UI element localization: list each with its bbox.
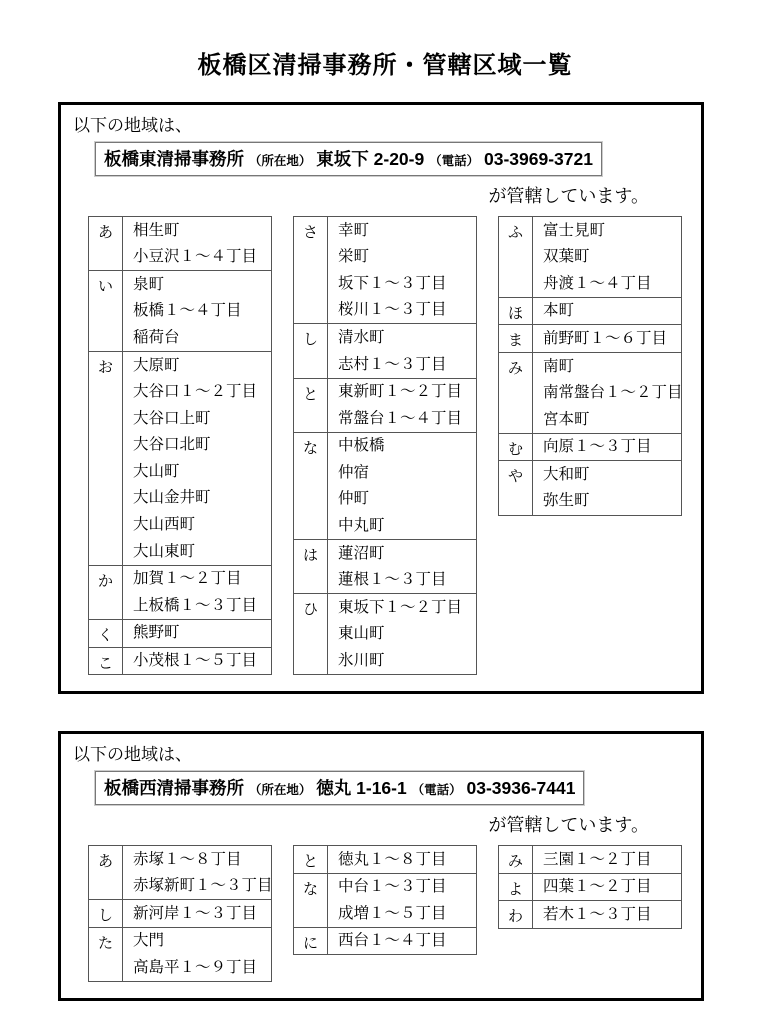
- town-name-cell: 西台１～４丁目: [328, 927, 477, 955]
- office-info-box: [95, 771, 584, 805]
- town-name-cell: 大山金井町: [133, 489, 211, 507]
- table-row: [89, 927, 272, 954]
- town-name-cell: 四葉１～２丁目: [533, 873, 682, 901]
- kana-district-table: [88, 216, 272, 675]
- town-name-cell: 宮本町: [543, 410, 590, 428]
- kana-index-cell: ま: [499, 325, 533, 353]
- town-name-cell: 坂下１～３丁目: [338, 274, 447, 292]
- town-name-cell: 中板橋: [328, 432, 477, 459]
- table-row: [499, 461, 682, 488]
- table-row: [294, 846, 477, 874]
- table-row: [499, 325, 682, 353]
- town-name-cell: 中台１～３丁目: [328, 873, 477, 900]
- town-name-cell: 中丸町: [338, 517, 385, 535]
- office-address: 東坂下 2-20-9: [316, 149, 425, 169]
- town-name-cell: 蓮根１～３丁目: [338, 571, 447, 589]
- town-name-cell: 南常盤台１～２丁目: [543, 384, 683, 402]
- office-info-box: [95, 142, 602, 176]
- kana-index-cell: ひ: [294, 594, 328, 675]
- kana-index-cell: な: [294, 432, 328, 539]
- district-tables: [88, 216, 689, 675]
- table-row: [89, 900, 272, 928]
- town-name-cell: 成増１～５丁目: [338, 904, 447, 922]
- town-name-cell: 上板橋１～３丁目: [133, 596, 258, 614]
- town-name-cell: 大山西町: [133, 516, 196, 534]
- kana-index-cell: わ: [499, 901, 533, 929]
- kana-index-cell: は: [294, 540, 328, 594]
- office-location-label: （所在地）: [248, 154, 312, 168]
- town-name-cell: 舟渡１～４丁目: [543, 274, 652, 292]
- town-name-cell: 弥生町: [543, 492, 590, 510]
- town-name-cell: 大和町: [533, 461, 682, 488]
- table-row: [294, 540, 477, 567]
- town-name-cell: 向原１～３丁目: [533, 433, 682, 461]
- town-name-cell: 本町: [533, 297, 682, 325]
- town-name-cell: 赤塚新町１～３丁目: [133, 877, 273, 895]
- kana-index-cell: こ: [89, 647, 123, 675]
- town-name-cell: 板橋１～４丁目: [133, 302, 242, 320]
- table-row: [294, 594, 477, 621]
- town-name-cell: 新河岸１～３丁目: [123, 900, 272, 928]
- section-east-office: [58, 102, 704, 694]
- town-name-cell: 仲宿: [338, 463, 370, 481]
- kana-district-table: [498, 845, 682, 929]
- table-row: [294, 432, 477, 459]
- kana-index-cell: い: [89, 271, 123, 352]
- kana-index-cell: し: [89, 900, 123, 928]
- page-title: 板橋区清掃事務所・管轄区域一覧: [197, 52, 573, 79]
- town-name-cell: 桜川１～３丁目: [338, 301, 447, 319]
- town-name-cell: 赤塚１～８丁目: [123, 846, 272, 873]
- table-row: [89, 271, 272, 298]
- table-row: [499, 901, 682, 929]
- town-name-cell: 徳丸１～８丁目: [328, 846, 477, 874]
- table-row: [499, 433, 682, 461]
- section-west-office: [58, 731, 704, 1001]
- kana-index-cell: に: [294, 927, 328, 955]
- town-name-cell: 東坂下１～２丁目: [328, 594, 477, 621]
- kana-index-cell: あ: [89, 846, 123, 900]
- kana-district-table: [88, 845, 272, 982]
- kana-index-cell: と: [294, 378, 328, 432]
- kana-district-table: [498, 216, 682, 516]
- town-name-cell: 大山町: [133, 462, 180, 480]
- table-row: [294, 873, 477, 900]
- table-row: [294, 378, 477, 405]
- table-row: [89, 846, 272, 873]
- kana-district-table: [293, 216, 477, 675]
- town-name-cell: 常盤台１～４丁目: [338, 409, 463, 427]
- table-row: [294, 324, 477, 351]
- table-row: [89, 351, 272, 378]
- town-name-cell: 南町: [533, 352, 682, 379]
- table-row: [89, 565, 272, 592]
- town-name-cell: 大門: [123, 927, 272, 954]
- town-name-cell: 大谷口北町: [133, 436, 211, 454]
- office-phone: 03-3936-7441: [466, 778, 576, 799]
- town-name-cell: 栄町: [338, 248, 370, 266]
- kana-index-cell: あ: [89, 217, 123, 271]
- town-name-cell: 東山町: [338, 625, 385, 643]
- town-name-cell: 氷川町: [338, 652, 385, 670]
- office-name: 板橋東清掃事務所: [104, 149, 244, 169]
- town-name-cell: 若木１～３丁目: [533, 901, 682, 929]
- kana-index-cell: し: [294, 324, 328, 378]
- table-row: [294, 217, 477, 244]
- table-row: [499, 297, 682, 325]
- town-name-cell: 高島平１～９丁目: [133, 959, 258, 977]
- office-location-label: （所在地）: [248, 783, 312, 798]
- town-name-cell: 仲町: [338, 490, 370, 508]
- kana-index-cell: ふ: [499, 217, 533, 298]
- kana-index-cell: む: [499, 433, 533, 461]
- suffix-text: が管轄しています。: [488, 815, 649, 836]
- town-name-cell: 志村１～３丁目: [338, 355, 447, 373]
- town-name-cell: 泉町: [123, 271, 272, 298]
- town-name-cell: 相生町: [123, 217, 272, 244]
- intro-text: 以下の地域は、: [73, 745, 192, 765]
- kana-index-cell: み: [499, 352, 533, 433]
- table-row: [499, 352, 682, 379]
- kana-index-cell: ほ: [499, 297, 533, 325]
- kana-index-cell: よ: [499, 873, 533, 901]
- town-name-cell: 三園１～２丁目: [533, 846, 682, 874]
- town-name-cell: 富士見町: [533, 217, 682, 244]
- town-name-cell: 大谷口上町: [133, 409, 211, 427]
- kana-index-cell: さ: [294, 217, 328, 324]
- table-row: [89, 217, 272, 244]
- town-name-cell: 双葉町: [543, 248, 590, 266]
- town-name-cell: 熊野町: [123, 619, 272, 647]
- office-tel-label: （電話）: [411, 783, 462, 798]
- town-name-cell: 小豆沢１～４丁目: [133, 248, 258, 266]
- office-line: [95, 142, 689, 176]
- town-name-cell: 稲荷台: [133, 328, 180, 346]
- table-row: [499, 846, 682, 874]
- town-name-cell: 大谷口１～２丁目: [133, 383, 258, 401]
- kana-index-cell: お: [89, 351, 123, 565]
- office-address: 徳丸 1-16-1: [316, 778, 407, 799]
- town-name-cell: 前野町１～６丁目: [533, 325, 682, 353]
- office-tel-label: （電話）: [429, 154, 480, 168]
- kana-index-cell: な: [294, 873, 328, 927]
- kana-index-cell: か: [89, 565, 123, 619]
- town-name-cell: 加賀１～２丁目: [123, 565, 272, 592]
- town-name-cell: 東新町１～２丁目: [328, 378, 477, 405]
- town-name-cell: 小茂根１～５丁目: [123, 647, 272, 675]
- town-name-cell: 蓮沼町: [328, 540, 477, 567]
- table-row: [89, 619, 272, 647]
- district-tables: [88, 845, 689, 982]
- kana-index-cell: く: [89, 619, 123, 647]
- intro-text: 以下の地域は、: [73, 116, 192, 135]
- kana-index-cell: と: [294, 846, 328, 874]
- town-name-cell: 幸町: [328, 217, 477, 244]
- table-row: [89, 647, 272, 675]
- table-row: [499, 873, 682, 901]
- office-name: 板橋西清掃事務所: [104, 778, 244, 799]
- kana-index-cell: や: [499, 461, 533, 515]
- kana-index-cell: み: [499, 846, 533, 874]
- kana-district-table: [293, 845, 477, 955]
- suffix-text: が管轄しています。: [488, 186, 649, 206]
- table-row: [294, 927, 477, 955]
- office-phone: 03-3969-3721: [483, 149, 593, 169]
- town-name-cell: 清水町: [328, 324, 477, 351]
- table-row: [499, 217, 682, 244]
- town-name-cell: 大山東町: [133, 542, 196, 560]
- office-line: [95, 771, 689, 805]
- kana-index-cell: た: [89, 927, 123, 981]
- town-name-cell: 大原町: [123, 351, 272, 378]
